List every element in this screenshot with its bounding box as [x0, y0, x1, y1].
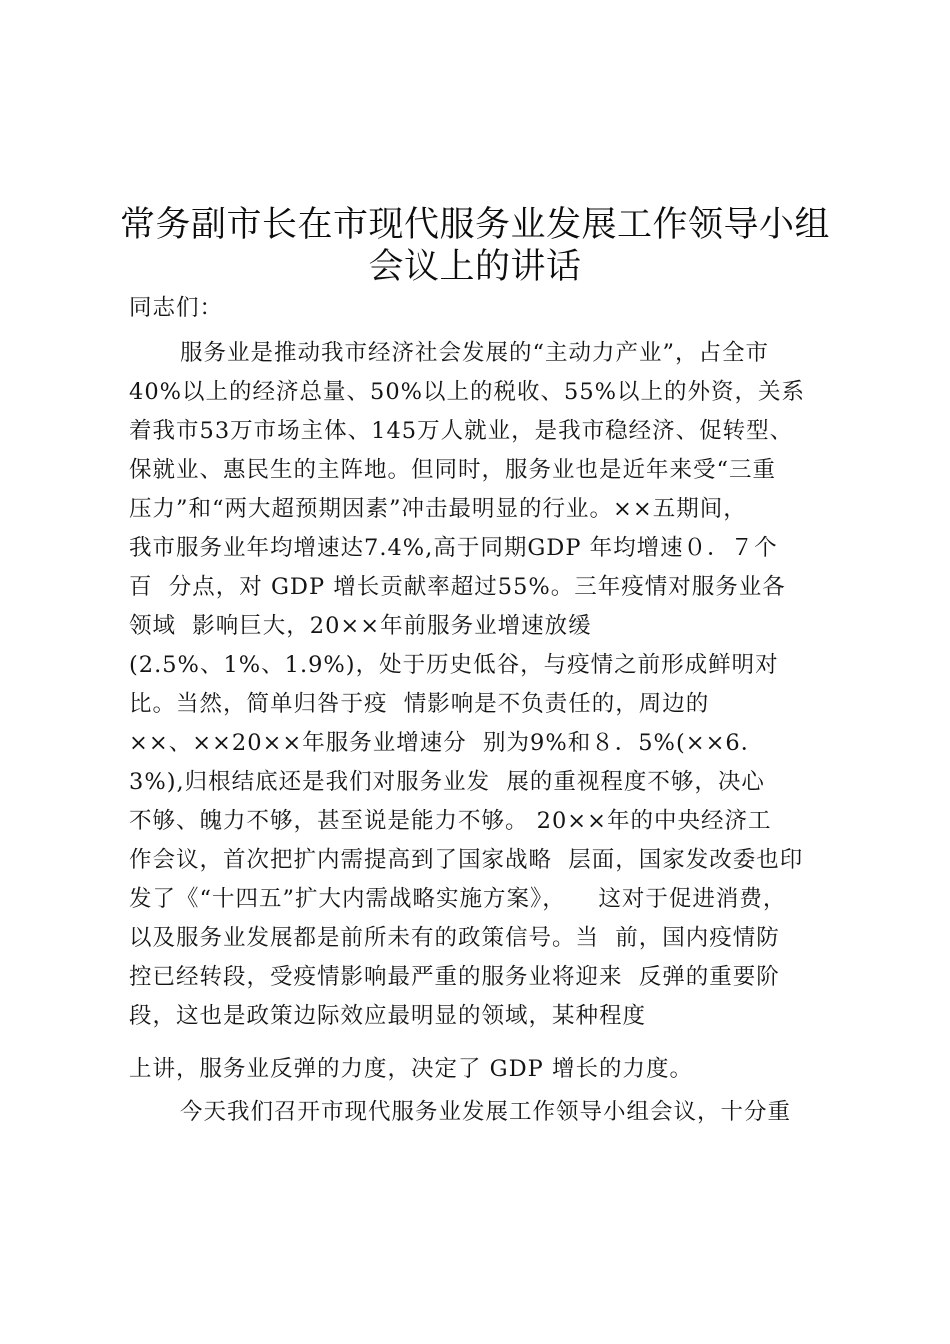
paragraph-line: 压力”和“两大超预期因素”冲击最明显的行业。××五期间， [129, 496, 747, 522]
paragraph-line: 段，这也是政策边际效应最明显的领域，某种程度 [129, 1003, 647, 1029]
paragraph-line: 控已经转段，受疫情影响最严重的服务业将迎来 反弹的重要阶 [129, 964, 780, 990]
document-title-line-2: 会议上的讲话 [368, 247, 582, 287]
paragraph-line: (2.5%、1%、1.9%)，处于历史低谷，与疫情之前形成鲜明对 [129, 652, 779, 678]
salutation: 同志们： [129, 295, 224, 321]
paragraph-line: 服务业是推动我市经济社会发展的“主动力产业”，占全市 [180, 340, 770, 366]
paragraph-line: 3%),归根结底还是我们对服务业发 展的重视程度不够，决心 [129, 769, 765, 795]
paragraph-line: 领域 影响巨大，20××年前服务业增速放缓 [129, 613, 592, 639]
paragraph-line: 百 分点，对 GDP 增长贡献率超过55%。三年疫情对服务业各 [129, 574, 786, 600]
paragraph-line: 40%以上的经济总量、50%以上的税收、55%以上的外资，关系 [129, 379, 806, 405]
paragraph-line: 比。当然，简单归咎于疫 情影响是不负责任的，周边的 [129, 691, 710, 717]
paragraph-line: 着我市53万市场主体、145万人就业，是我市稳经济、促转型、 [129, 418, 794, 444]
paragraph-line: 今天我们召开市现代服务业发展工作领导小组会议，十分重 [180, 1099, 792, 1125]
paragraph-line: 以及服务业发展都是前所未有的政策信号。当 前，国内疫情防 [129, 925, 780, 951]
paragraph-line: 作会议，首次把扩内需提高到了国家战略 层面，国家发改委也印 [129, 847, 804, 873]
paragraph-line: 我市服务业年均增速达7.4%,高于同期GDP 年均增速０．７个 [129, 535, 778, 561]
paragraph-line: 不够、魄力不够，甚至说是能力不够。 20××年的中央经济工 [129, 808, 772, 834]
paragraph-line: ××、××20××年服务业增速分 别为9%和８．5%(××6． [129, 730, 765, 756]
paragraph-line: 发了《“十四五”扩大内需战略实施方案》， 这对于促进消费， [129, 886, 787, 912]
paragraph-line: 上讲，服务业反弹的力度，决定了 GDP 增长的力度。 [129, 1056, 693, 1082]
document-title-line-1: 常务副市长在市现代服务业发展工作领导小组 [119, 205, 830, 245]
paragraph-line: 保就业、惠民生的主阵地。但同时，服务业也是近年来受“三重 [129, 457, 777, 483]
